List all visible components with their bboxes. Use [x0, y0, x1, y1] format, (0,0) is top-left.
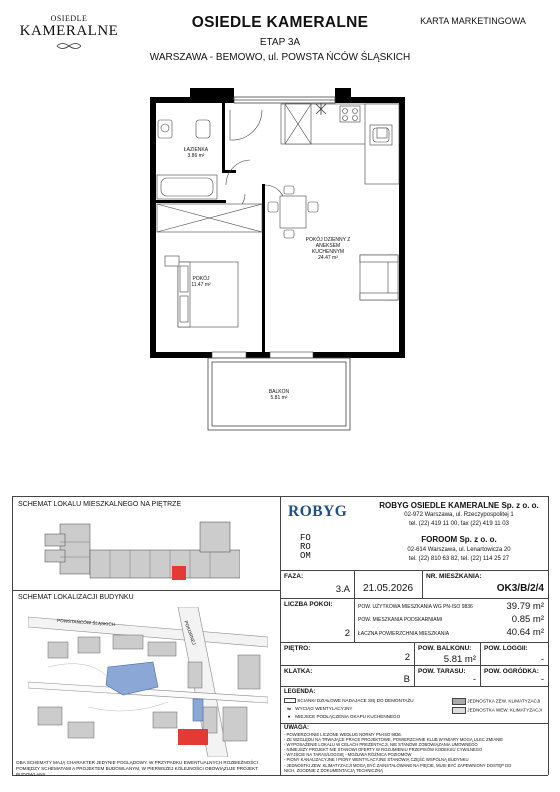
legend-right-1: JEDNOSTKA WEW. KLIMATYZACJI [452, 707, 542, 714]
card-label: KARTA MARKETINGOWA [420, 16, 526, 26]
terrace-value: - [472, 674, 476, 685]
foroom-logo: FO RO OM [300, 533, 311, 561]
terrace-label: POW. TARASU: [418, 668, 466, 675]
company2-line2: tel. (22) 810 63 82, tel. (22) 114 25 27 [408, 556, 510, 562]
living-label: POKÓJ DZIENNY Z ANEKSEM KUCHENNYM 24.47 m² [305, 237, 351, 261]
loggia-value: - [540, 654, 544, 665]
legend-title: LEGENDA: [284, 689, 316, 695]
bedroom-label: POKÓJ 11.47 m² [191, 276, 211, 288]
legend-item-0: SCIANKI DZIAŁOWE NADAJACE SIĘ DO DEMONTAŻU [284, 698, 414, 703]
company2-name: FOROOM Sp. z o. o. [421, 535, 497, 544]
faza-value: 3.A [335, 584, 350, 595]
notes-title: UWAGA: [284, 725, 309, 731]
site-map [28, 607, 268, 757]
company1-line2: tel. (22) 419 11 00, fax (22) 419 11 03 [409, 521, 509, 527]
ventilation-icon: ⇆ [287, 706, 291, 711]
apartment-highlight [172, 566, 186, 580]
loggia-label: POW. LOGGII: [484, 645, 528, 652]
robyg-logo: ROBYG [288, 503, 348, 520]
address-label: WARSZAWA - BEMOWO, ul. POWSTA ŃCÓW ŚLĄSKICH [149, 52, 411, 63]
balcony-label: POW. BALKONU: [418, 645, 472, 652]
company1-name: ROBYG OSIEDLE KAMERALNE Sp. z o. o. [379, 501, 539, 510]
company2-line1: 02-614 Warszawa, ul. Lenartowicza 20 [407, 547, 511, 553]
stair-label: KLATKA: [284, 668, 313, 675]
partition-wall-icon [284, 698, 296, 703]
stair-value: B [403, 674, 410, 685]
faza-label: FAZA: [284, 573, 304, 580]
company1-line1: 02-972 Warszawa, ul. Rzeczypospolitej 1 [404, 512, 514, 518]
page-title: OSIEDLE KAMERALNE [191, 14, 369, 31]
legend-item-1: ⇆ WYCIĄG WENTYLACYJNY [284, 706, 352, 712]
balcony-label: BALKON 5.81 m² [268, 389, 290, 401]
rooms-value: 2 [344, 628, 350, 639]
area-usable-label: POW. UŻYTKOWA MIESZKANIA WG PN-ISO 9836 [358, 604, 473, 610]
schema-location-title: SCHEMAT LOKALIZACJI BUDYNKU [18, 594, 134, 601]
notes-list: - POWIERZCHNIE LICZONE WEDŁUG NORMY PN-ISO 9836. - ZE WZGLĘDU NA TRWAJĄCE PRACE PROJEKTOWE, POWIERZCHNIE KLUB WYMIARY MOGĄ ULEC ZMIANIE - WYPOSAŻENIE LOKALU W CELACH PREZENTACJI, NIE STANOWI ZOBOWIĄZANIA UMOWNEGO - NINIEJSZY PROJEKT NIE STANOWI OFERTY W ROZUMIENIU PRZEPISÓW KODEKSU CYWILNEGO - WYJŚCIE NA TARAS/LOGGIĘ - MOŻLIWA RÓŻNICA POZIOMÓW - PIONY KANALIZACYJNE I PIONY WENTYLACYJNE STANOWIĄ CZĘŚĆ WSPÓLNĄ BUDYNKU - JEDNOSTKI ZEW. KLIMATYZACJI MOGĄ BYĆ ZAINSTALOWANE NA PIĘCIE, MUSI BYĆ ZAPEWNIONY DOSTĘP DO NICH, ZGODNIE Z DOKUMENTACJĄ TECHNICZNĄ [284, 732, 512, 773]
nr-value: OK3/B/2/4 [496, 583, 544, 594]
balcony-value: 5.81 m² [443, 654, 476, 665]
floor-label: PIĘTRO: [284, 645, 311, 652]
schema-floor-title: SCHEMAT LOKALU MIESZKALNEGO NA PIĘTRZE [18, 501, 182, 508]
stage-label: ETAP 3A [259, 37, 301, 48]
area-usable-value: 39.79 m² [506, 601, 544, 612]
garden-value: - [540, 674, 544, 685]
legend-right-0: JEDNOSTKA ZEW. KLIMATYZACJI [452, 698, 540, 705]
street-label-1: POWSTAŃCÓW ŚLĄSKICH [56, 617, 116, 628]
area-total-value: 40.64 m² [506, 627, 544, 638]
area-total-label: ŁACZNA POWIERZCHNIA MIESZKANIA [358, 631, 450, 637]
nr-label: NR. MIESZKANIA: [426, 573, 482, 580]
street-label-2: POKORNEJ [183, 620, 197, 646]
floor-value: 2 [404, 652, 410, 663]
rooms-label: LICZBA POKOI: [284, 601, 333, 608]
legend-item-2: ● MIEJSCE PODŁĄCZENIA OKAPU KUCHENNEGO [284, 714, 400, 719]
area-under-label: POW. MIESZKANIA PODSKARNIAMI [358, 617, 443, 623]
brand-large: KAMERALNE [19, 23, 119, 39]
ac-outdoor-icon [452, 698, 466, 705]
date-value: 21.05.2026 [362, 583, 414, 594]
floor-schema [40, 512, 240, 590]
footer-note: OBA SCHEMATY MAJĄ CHARAKTER JEDYNIE POGLĄDOWY. W PRZYPADKU EWENTUALNYCH ROZBIEŻNOŚCI POMIĘDZY SCHEMATAMI A PROJEKTEM BUDOWLANYM, W PIERWSZEJ KOLEJNOŚCI OBOWIĄZUJE PROJEKT BUDOWLANY [16, 760, 258, 777]
ac-indoor-icon [452, 707, 466, 714]
bathroom-label: ŁAZIENKA 3.86 m² [183, 147, 209, 159]
garden-label: POW. OGRÓDKA: [484, 668, 539, 675]
area-under-value: 0.85 m² [511, 614, 544, 625]
hood-icon: ● [287, 714, 291, 719]
brand-small: OSIEDLE [50, 14, 88, 23]
